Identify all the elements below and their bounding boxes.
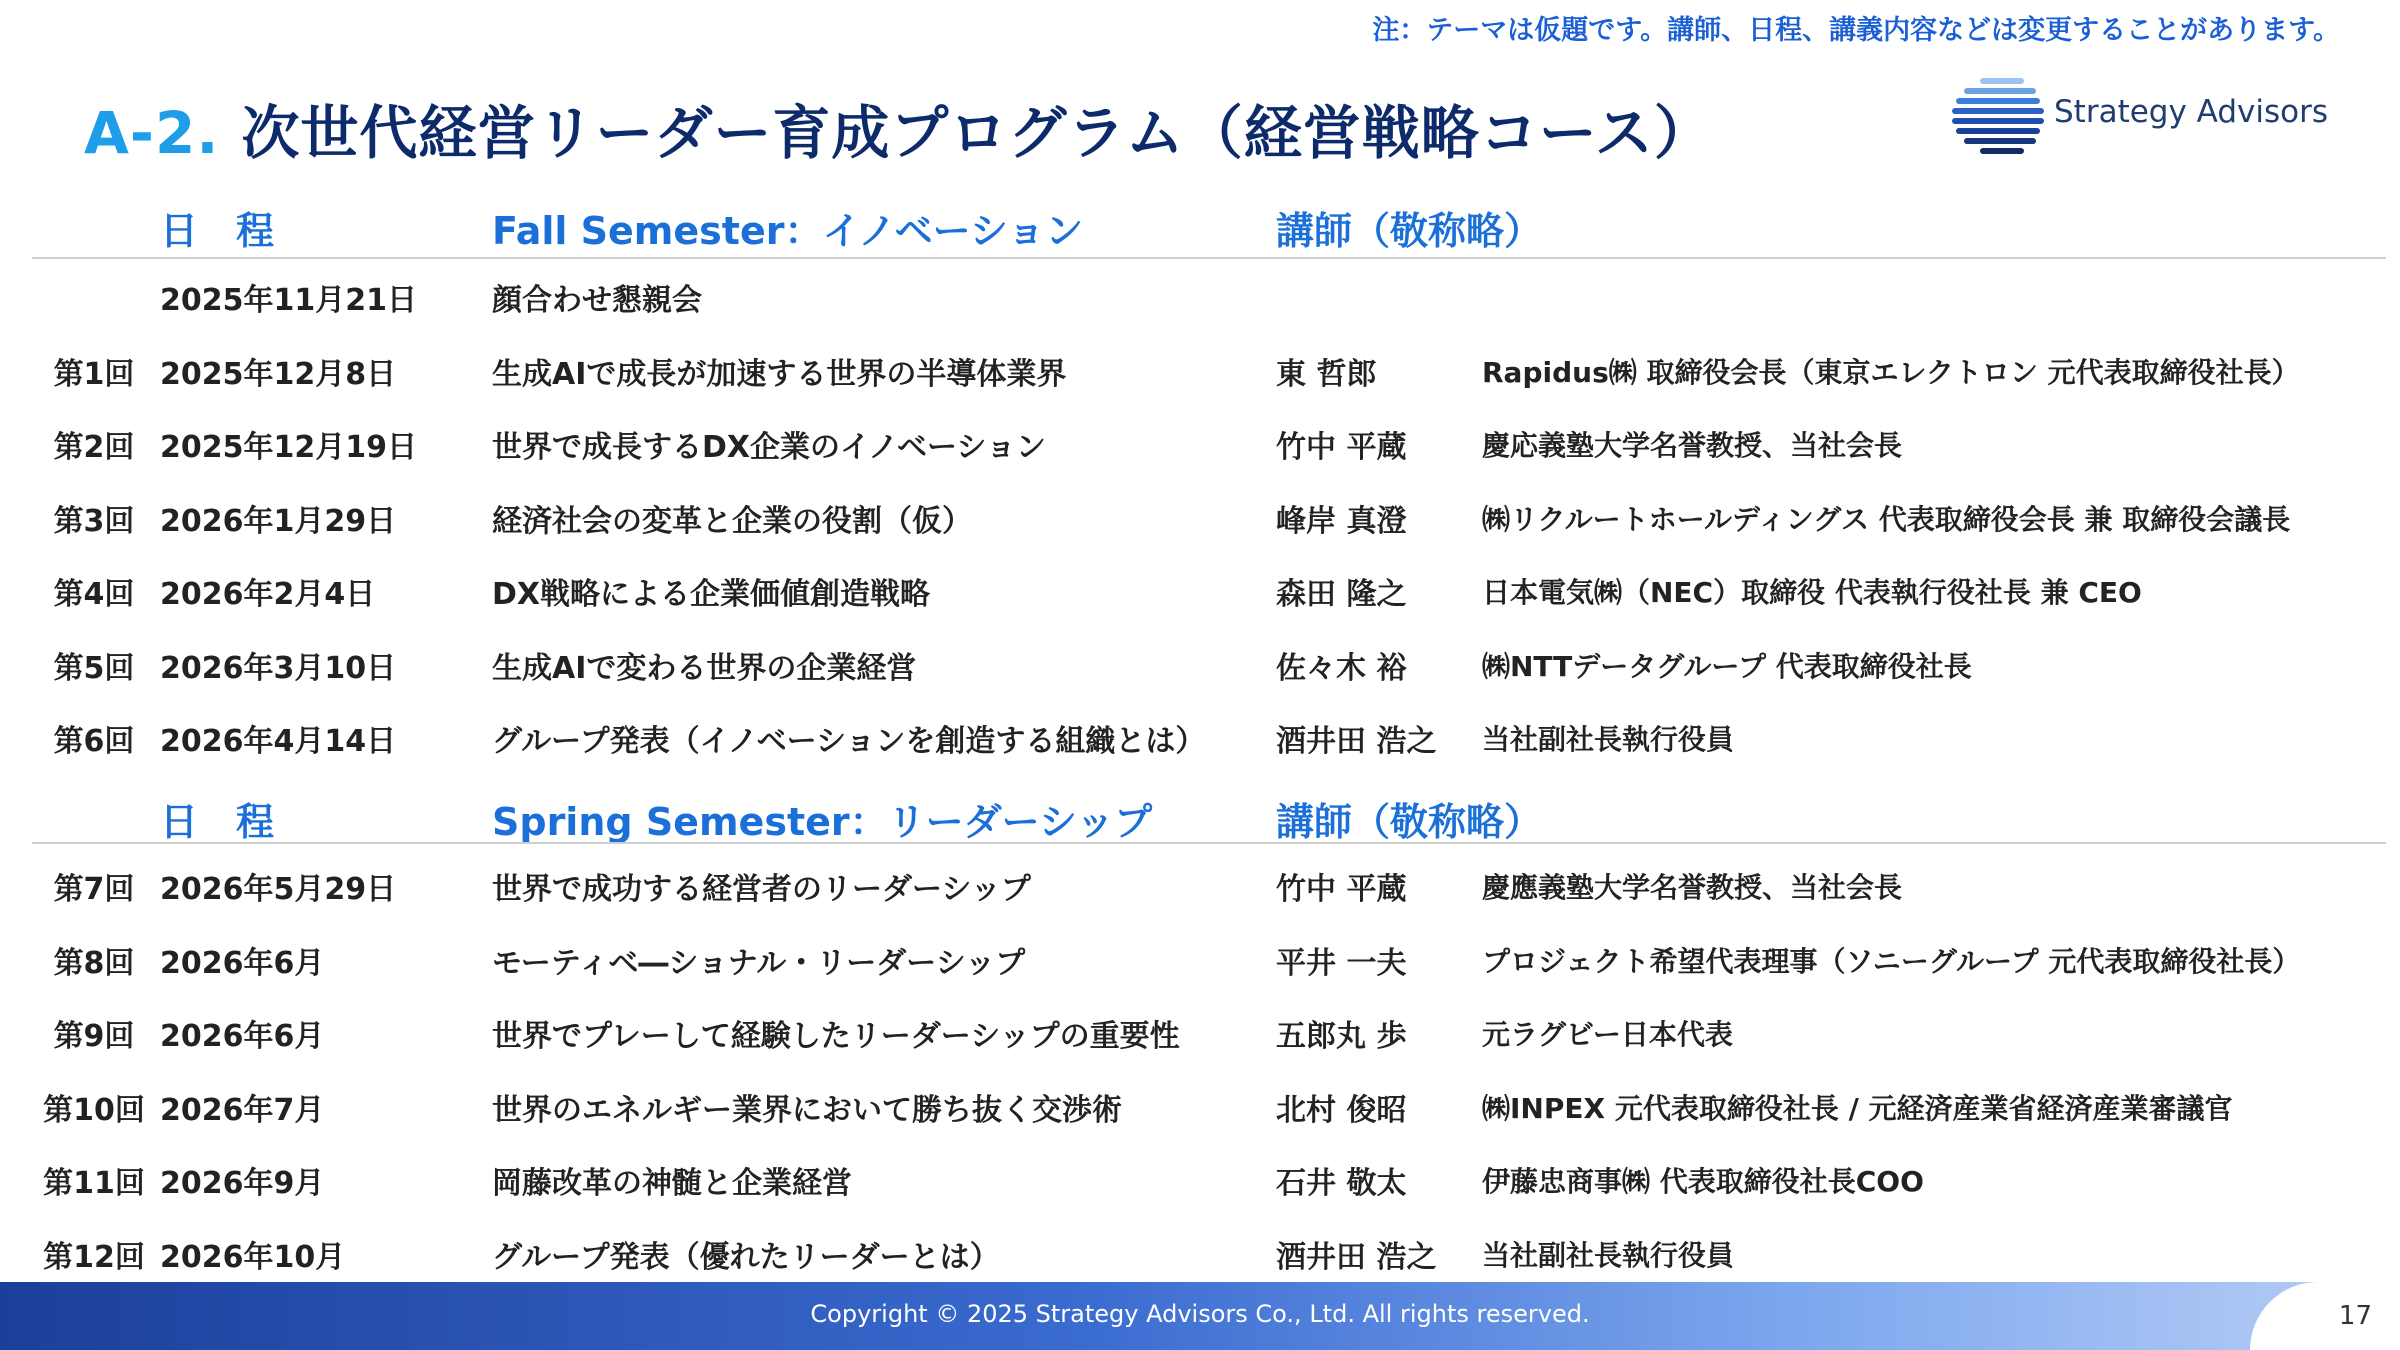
table-row (0, 561, 2400, 611)
session-number: 第8回 (53, 945, 135, 981)
table-row (0, 1003, 2400, 1053)
lecturer-affiliation: ㈱NTTデータグループ 代表取締役社長 (1482, 649, 1972, 683)
table-row (0, 856, 2400, 906)
disclaimer-note: 注：テーマは仮題です。講師、日程、講義内容などは変更することがあります。 (1372, 15, 2340, 46)
lecturer-affiliation: ㈱INPEX 元代表取締役社長 / 元経済産業省経済産業審議官 (1482, 1091, 2233, 1125)
lecturer-affiliation: 元ラグビー日本代表 (1482, 1018, 1733, 1051)
lecturer-affiliation: 日本電気㈱（NEC）取締役 代表執行役社長 兼 CEO (1482, 576, 2142, 609)
session-number: 第10回 (43, 1092, 145, 1128)
page-number: 17 (2338, 1301, 2372, 1331)
session-number: 第9回 (53, 1019, 135, 1054)
session-topic: グループ発表（イノベーションを創造する組織とは） (492, 724, 1206, 759)
session-date: 2026年2月4日 (160, 577, 376, 612)
lecturer-name: 石井 敬太 (1276, 1166, 1407, 1201)
lecturer-affiliation: 慶応義塾大学名誉教授、当社会長 (1482, 429, 1903, 462)
footer (0, 1282, 2400, 1350)
session-number: 第11回 (43, 1166, 145, 1201)
lecturer-name: 酒井田 浩之 (1276, 1239, 1437, 1275)
lecturer-name: 竹中 平蔵 (1276, 430, 1407, 465)
table-row (0, 635, 2400, 685)
session-date: 2026年6月 (160, 945, 325, 981)
table-row (0, 708, 2400, 758)
session-date: 2026年3月10日 (160, 650, 397, 686)
logo-text: Strategy Advisors (2054, 94, 2328, 130)
lecturer-affiliation: 当社副社長執行役員 (1482, 723, 1735, 756)
session-number: 第7回 (53, 872, 135, 907)
lecturer-affiliation: 当社副社長執行役員 (1482, 1238, 1735, 1272)
lecturer-name: 平井 一夫 (1276, 945, 1407, 981)
session-number: 第3回 (53, 503, 135, 539)
lecturer-affiliation: ㈱リクルートホールディングス 代表取締役会長 兼 取締役会議長 (1482, 502, 2291, 536)
lecturer-name: 北村 俊昭 (1276, 1092, 1407, 1128)
session-topic: 顔合わせ懇親会 (492, 283, 702, 318)
session-topic: 生成AIで成長が加速する世界の半導体業界 (492, 356, 1067, 392)
header-lecturer: 講師（敬称略） (1276, 209, 1543, 253)
session-topic: 世界で成功する経営者のリーダーシップ (492, 872, 1031, 907)
session-date: 2026年5月29日 (160, 872, 397, 907)
session-date: 2025年11月21日 (160, 283, 417, 318)
lecturer-affiliation: 慶應義塾大学名誉教授、当社会長 (1482, 871, 1903, 904)
session-topic: 生成AIで変わる世界の企業経営 (492, 650, 917, 686)
session-topic: 世界で成長するDX企業のイノベーション (492, 430, 1046, 465)
header-topic: Spring Semester：リーダーシップ (492, 800, 1153, 844)
session-topic: 岡藤改革の神髄と企業経営 (492, 1166, 852, 1201)
session-date: 2026年10月 (160, 1239, 346, 1275)
header-topic: Fall Semester：イノベーション (492, 209, 1084, 253)
header-lecturer: 講師（敬称略） (1276, 800, 1543, 844)
lecturer-name: 五郎丸 歩 (1276, 1019, 1407, 1054)
lecturer-name: 酒井田 浩之 (1276, 724, 1437, 759)
company-logo (1950, 72, 2330, 162)
session-date: 2026年6月 (160, 1019, 325, 1054)
header-date: 日 程 (160, 800, 275, 844)
table-row (0, 1224, 2400, 1274)
table-row (0, 488, 2400, 538)
session-date: 2026年1月29日 (160, 503, 397, 539)
lecturer-affiliation: プロジェクト希望代表理事（ソニーグループ 元代表取締役社長） (1482, 944, 2301, 978)
table-row (0, 341, 2400, 391)
session-date: 2025年12月19日 (160, 430, 417, 465)
lecturer-affiliation: Rapidus㈱ 取締役会長（東京エレクトロン 元代表取締役社長） (1482, 355, 2300, 389)
header-date: 日 程 (160, 209, 275, 253)
copyright-text: Copyright © 2025 Strategy Advisors Co., Ltd. All rights reserved. (810, 1300, 1590, 1328)
session-number: 第6回 (53, 724, 135, 759)
session-topic: グループ発表（優れたリーダーとは） (492, 1239, 1000, 1275)
session-number: 第12回 (43, 1239, 145, 1275)
lecturer-name: 竹中 平蔵 (1276, 872, 1407, 907)
session-number: 第4回 (53, 577, 135, 612)
session-number: 第5回 (53, 650, 135, 686)
page-number-box (2250, 1282, 2400, 1350)
title-number: A-2. (84, 99, 220, 167)
session-topic: 世界でプレーして経験したリーダーシップの重要性 (492, 1019, 1180, 1054)
divider (32, 257, 2386, 259)
session-topic: DX戦略による企業価値創造戦略 (492, 577, 931, 612)
table-row (0, 1077, 2400, 1127)
session-topic: 世界のエネルギー業界において勝ち抜く交渉術 (492, 1092, 1122, 1128)
lecturer-name: 峰岸 真澄 (1276, 503, 1407, 539)
lecturer-affiliation: 伊藤忠商事㈱ 代表取締役社長COO (1482, 1165, 1924, 1198)
divider (32, 842, 2386, 844)
session-number: 第2回 (53, 430, 135, 465)
lecturer-name: 森田 隆之 (1276, 577, 1407, 612)
fall-semester-header (0, 190, 2400, 253)
session-topic: モーティベ―ショナル・リーダーシップ (492, 945, 1026, 981)
session-date: 2025年12月8日 (160, 356, 397, 392)
lecturer-name: 佐々木 裕 (1276, 650, 1407, 686)
session-number: 第1回 (53, 356, 135, 392)
page-title (84, 86, 1713, 170)
table-row (0, 1150, 2400, 1200)
session-date: 2026年4月14日 (160, 724, 397, 759)
session-date: 2026年9月 (160, 1166, 325, 1201)
spring-semester-header (0, 781, 2400, 844)
logo-mark-icon (1950, 72, 2050, 162)
lecturer-name: 東 哲郎 (1276, 356, 1377, 392)
session-date: 2026年7月 (160, 1092, 325, 1128)
table-row (0, 267, 2400, 317)
title-text: 次世代経営リーダー育成プログラム（経営戦略コース） (241, 99, 1713, 167)
table-row (0, 930, 2400, 980)
table-row (0, 414, 2400, 464)
session-topic: 経済社会の変革と企業の役割（仮） (492, 503, 972, 539)
